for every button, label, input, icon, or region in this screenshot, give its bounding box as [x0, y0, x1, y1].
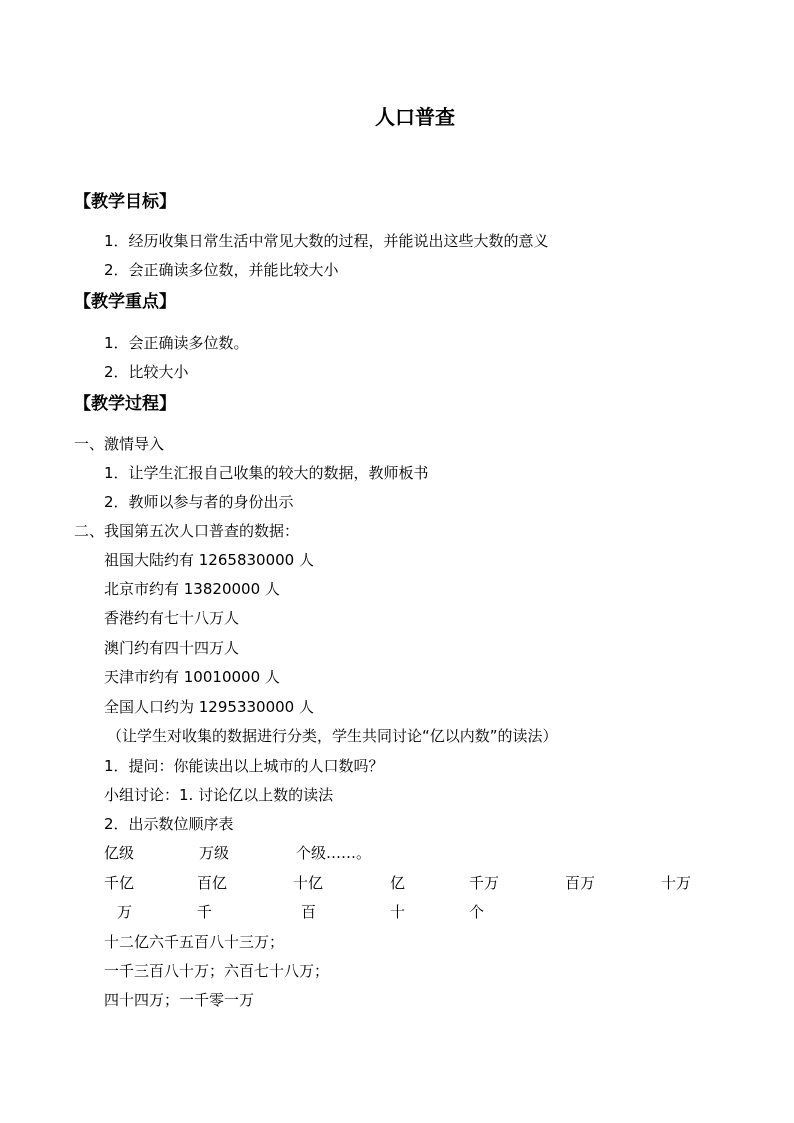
document-title: 人口普查 [375, 105, 455, 129]
place-value-label: 千 [197, 903, 213, 921]
part1-item: 2．教师以参与者的身份出示 [104, 493, 294, 511]
objectives-heading: 【教学目标】 [74, 192, 176, 212]
place-value-label: 千万 [469, 874, 500, 892]
key-point-item: 2．比较大小 [104, 363, 189, 381]
reading-line: 十二亿六千五百八十三万； [104, 933, 285, 951]
census-data-line: 香港约有七十八万人 [104, 609, 240, 627]
key-points-heading: 【教学重点】 [74, 292, 176, 312]
census-data-line: 澳门约有四十四万人 [104, 639, 240, 657]
level-label: 万级 [199, 844, 230, 862]
place-value-label: 十万 [661, 874, 692, 892]
place-value-label: 千亿 [104, 874, 135, 892]
group-discussion-line: 小组讨论：1. 讨论亿以上数的读法 [104, 786, 334, 804]
process-heading: 【教学过程】 [74, 394, 176, 414]
place-value-label: 百万 [565, 874, 596, 892]
reading-line: 四十四万；一千零一万 [104, 991, 255, 1009]
key-point-item: 1．会正确读多位数。 [104, 334, 249, 352]
part2-heading: 二、我国第五次人口普查的数据： [74, 522, 300, 540]
place-table-title: 2．出示数位顺序表 [104, 815, 234, 833]
part1-item: 1．让学生汇报自己收集的较大的数据，教师板书 [104, 464, 429, 482]
discussion-note: （让学生对收集的数据进行分类，学生共同讨论“亿以内数”的读法） [107, 727, 558, 745]
census-data-line: 祖国大陆约有 1265830000 人 [104, 551, 314, 569]
census-data-line: 北京市约有 13820000 人 [104, 580, 280, 598]
place-value-label: 万 [117, 903, 133, 921]
place-value-label: 百 [301, 903, 317, 921]
place-value-label: 十亿 [293, 874, 324, 892]
place-value-label: 百亿 [197, 874, 228, 892]
census-data-line: 全国人口约为 1295330000 人 [104, 698, 314, 716]
question-line: 1．提问：你能读出以上城市的人口数吗？ [104, 757, 384, 775]
place-value-label: 亿 [390, 874, 406, 892]
objective-item: 1．经历收集日常生活中常见大数的过程，并能说出这些大数的意义 [104, 232, 549, 250]
level-label: 亿级 [104, 844, 135, 862]
objective-item: 2．会正确读多位数，并能比较大小 [104, 261, 339, 279]
reading-line: 一千三百八十万；六百七十八万； [104, 962, 330, 980]
level-label: 个级……。 [296, 844, 372, 862]
census-data-line: 天津市约有 10010000 人 [104, 668, 280, 686]
part1-heading: 一、激情导入 [74, 435, 165, 453]
place-value-label: 十 [390, 903, 406, 921]
place-value-label: 个 [469, 903, 485, 921]
